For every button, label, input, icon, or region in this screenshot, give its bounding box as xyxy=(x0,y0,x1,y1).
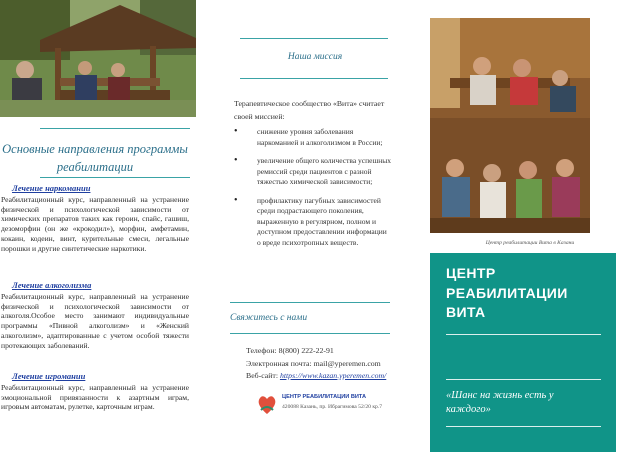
divider xyxy=(240,78,388,79)
cover-title: ЦЕНТР РЕАБИЛИТАЦИИ ВИТА xyxy=(446,265,568,320)
mission-intro: Терапевтическое сообщество «Вита» считает своей миссией: xyxy=(234,99,385,121)
center-logo xyxy=(256,392,396,432)
gambling-treatment-text: Реабилитационный курс, направленный на устранение эмоциональной привязанности к азартным играм, игровым автоматам, рулетке, карточным играм. xyxy=(1,383,189,412)
cover-slogan: «Шанс на жизнь есть у каждого» xyxy=(446,390,554,415)
logo-name: ЦЕНТР РЕАБИЛИТАЦИИ ВИТА xyxy=(282,394,366,400)
photo-caption: Центр реабилитации Вита в Казани xyxy=(485,240,575,246)
mission-list xyxy=(232,127,392,256)
group-meeting-photo xyxy=(430,18,590,233)
website-label: Веб-сайт: xyxy=(246,371,280,380)
divider xyxy=(230,333,390,334)
heart-hands-icon xyxy=(256,392,278,416)
website-line xyxy=(246,370,396,383)
mission-title: Наша миссия xyxy=(287,52,343,62)
mission-item: • увеличение общего количества успешных ремиссий среди пациентов с разной тяжестью химической зависимости; xyxy=(232,156,392,188)
divider xyxy=(446,379,601,380)
drug-treatment-text: Реабилитационный курс, направленный на устранение физической и психологической зависимости от химических препаратов таких как героин, спайс, гашиш, дезоморфин (он же «крокодил»), морфин, амфетамин, кокаин, кодеин, винт, курительные смеси, легальные порошки и другие синтетические наркотики. xyxy=(1,195,189,253)
divider xyxy=(230,302,390,303)
contact-title: Свяжитесь с нами xyxy=(230,313,308,323)
heading-gambling-treatment[interactable]: Лечение игромании xyxy=(12,371,86,381)
alcohol-treatment-text: Реабилитационный курс, направленный на устранение физической и психологической зависимости от алкоголя.Особое место занимают индивидуальные программы «Пивной алкоголизм» и «Женский алкоголизм», адаптированные с учетом особой тяжести протекающих заболеваний. xyxy=(1,292,189,350)
mission-item: • профилактику пагубных зависимостей среди подрастающего поколения, выраженную в регулярном, полном и доступном предоставлении информации о вреде психотропных веществ. xyxy=(232,196,392,249)
divider xyxy=(446,426,601,427)
mission-item: • снижение уровня заболевания наркоманией и алкоголизмом в России; xyxy=(232,127,392,148)
divider xyxy=(446,334,601,335)
website-link[interactable]: https://www.kazan.yperemen.com/ xyxy=(279,371,387,380)
logo-address: 420088 Казань, пр. Ибрагимова 52/20 кр.7 xyxy=(282,404,383,410)
contact-block xyxy=(246,345,396,383)
email-text: Электронная почта: mail@yperemen.com xyxy=(246,358,381,368)
directions-title: Основные направления программы реабилитации xyxy=(2,142,188,174)
divider xyxy=(40,177,190,178)
phone-text: Телефон: 8(800) 222-22-91 xyxy=(246,346,334,355)
divider xyxy=(240,38,388,39)
heading-drug-treatment[interactable]: Лечение наркомании xyxy=(12,183,91,193)
heading-alcohol-treatment[interactable]: Лечение алкоголизма xyxy=(12,280,92,290)
